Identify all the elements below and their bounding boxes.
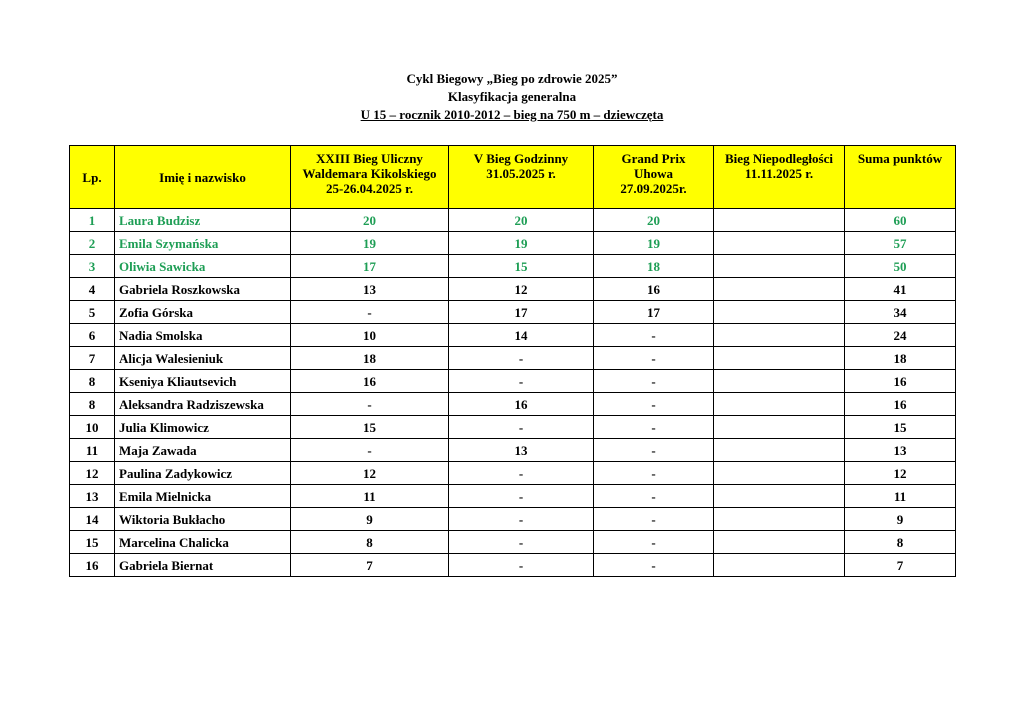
- table-row: [70, 485, 956, 508]
- table-row: [70, 393, 956, 416]
- cell-lp: 1: [70, 209, 115, 232]
- cell-lp: 5: [70, 301, 115, 324]
- cell-lp: 10: [70, 416, 115, 439]
- cell-name: Emila Mielnicka: [115, 485, 291, 508]
- cell-race-3: -: [594, 324, 714, 347]
- table-row: [70, 255, 956, 278]
- cell-lp: 12: [70, 462, 115, 485]
- cell-race-4: [714, 278, 845, 301]
- table-row: [70, 324, 956, 347]
- cell-race-3: -: [594, 485, 714, 508]
- cell-total: 16: [845, 393, 956, 416]
- cell-total: 7: [845, 554, 956, 577]
- cell-race-1: 18: [291, 347, 449, 370]
- cell-name: Maja Zawada: [115, 439, 291, 462]
- classification-title: Klasyfikacja generalna: [447, 89, 577, 104]
- col-name: Imię i nazwisko: [115, 146, 291, 209]
- cell-race-4: [714, 232, 845, 255]
- cell-name: Marcelina Chalicka: [115, 531, 291, 554]
- col-race-4: Bieg Niepodległości 11.11.2025 r.: [714, 146, 845, 209]
- cell-race-3: -: [594, 531, 714, 554]
- cell-race-1: 16: [291, 370, 449, 393]
- cell-race-3: -: [594, 554, 714, 577]
- table-row: [70, 416, 956, 439]
- cell-lp: 6: [70, 324, 115, 347]
- table-row: [70, 347, 956, 370]
- cell-race-4: [714, 301, 845, 324]
- table-header: [70, 146, 956, 209]
- table-row: [70, 439, 956, 462]
- cell-race-2: 15: [449, 255, 594, 278]
- cell-race-2: -: [449, 462, 594, 485]
- cell-lp: 13: [70, 485, 115, 508]
- cell-race-4: [714, 209, 845, 232]
- table-row: [70, 554, 956, 577]
- results-table: [69, 145, 956, 577]
- cell-race-2: 16: [449, 393, 594, 416]
- cell-total: 18: [845, 347, 956, 370]
- series-title: Cykl Biegowy „Bieg po zdrowie 2025”: [406, 71, 618, 86]
- cell-race-3: -: [594, 439, 714, 462]
- table-row: [70, 232, 956, 255]
- category-title: U 15 – rocznik 2010-2012 – bieg na 750 m – dziewczęta: [360, 107, 664, 122]
- cell-total: 60: [845, 209, 956, 232]
- cell-name: Emila Szymańska: [115, 232, 291, 255]
- table-body: [70, 209, 956, 577]
- cell-total: 9: [845, 508, 956, 531]
- cell-race-1: 17: [291, 255, 449, 278]
- cell-race-4: [714, 439, 845, 462]
- cell-lp: 7: [70, 347, 115, 370]
- cell-race-2: -: [449, 531, 594, 554]
- table-row: [70, 209, 956, 232]
- cell-race-2: 17: [449, 301, 594, 324]
- cell-total: 50: [845, 255, 956, 278]
- cell-total: 11: [845, 485, 956, 508]
- cell-total: 8: [845, 531, 956, 554]
- table-row: [70, 370, 956, 393]
- table-row: [70, 301, 956, 324]
- cell-race-4: [714, 255, 845, 278]
- cell-total: 13: [845, 439, 956, 462]
- cell-race-4: [714, 462, 845, 485]
- cell-race-3: 17: [594, 301, 714, 324]
- cell-total: 34: [845, 301, 956, 324]
- cell-total: 57: [845, 232, 956, 255]
- cell-lp: 8: [70, 370, 115, 393]
- table-row: [70, 462, 956, 485]
- cell-race-1: -: [291, 393, 449, 416]
- cell-race-2: -: [449, 370, 594, 393]
- cell-name: Alicja Walesieniuk: [115, 347, 291, 370]
- cell-name: Julia Klimowicz: [115, 416, 291, 439]
- cell-total: 41: [845, 278, 956, 301]
- cell-race-3: 19: [594, 232, 714, 255]
- cell-race-4: [714, 347, 845, 370]
- cell-lp: 15: [70, 531, 115, 554]
- cell-race-1: 13: [291, 278, 449, 301]
- cell-lp: 4: [70, 278, 115, 301]
- cell-race-3: 20: [594, 209, 714, 232]
- cell-race-4: [714, 393, 845, 416]
- cell-lp: 8: [70, 393, 115, 416]
- cell-total: 24: [845, 324, 956, 347]
- cell-race-1: 19: [291, 232, 449, 255]
- cell-total: 15: [845, 416, 956, 439]
- cell-name: Nadia Smolska: [115, 324, 291, 347]
- cell-race-1: 15: [291, 416, 449, 439]
- document-heading: [0, 70, 1024, 124]
- col-lp: Lp.: [70, 146, 115, 209]
- cell-race-3: -: [594, 462, 714, 485]
- cell-race-4: [714, 324, 845, 347]
- cell-name: Laura Budzisz: [115, 209, 291, 232]
- cell-race-3: 16: [594, 278, 714, 301]
- col-total: Suma punktów: [845, 146, 956, 209]
- cell-race-2: -: [449, 416, 594, 439]
- cell-race-4: [714, 416, 845, 439]
- cell-race-1: 11: [291, 485, 449, 508]
- cell-total: 12: [845, 462, 956, 485]
- cell-race-1: -: [291, 301, 449, 324]
- table-row: [70, 278, 956, 301]
- cell-race-4: [714, 531, 845, 554]
- cell-name: Gabriela Biernat: [115, 554, 291, 577]
- cell-name: Oliwia Sawicka: [115, 255, 291, 278]
- col-race-1: XXIII Bieg Uliczny Waldemara Kikolskiego 25-26.04.2025 r.: [291, 146, 449, 209]
- cell-race-1: -: [291, 439, 449, 462]
- cell-race-3: -: [594, 508, 714, 531]
- table-row: [70, 531, 956, 554]
- cell-race-1: 8: [291, 531, 449, 554]
- cell-name: Zofia Górska: [115, 301, 291, 324]
- cell-race-3: -: [594, 416, 714, 439]
- cell-race-4: [714, 554, 845, 577]
- table-row: [70, 508, 956, 531]
- cell-race-2: -: [449, 347, 594, 370]
- col-race-2: V Bieg Godzinny 31.05.2025 r.: [449, 146, 594, 209]
- cell-race-4: [714, 485, 845, 508]
- cell-lp: 14: [70, 508, 115, 531]
- cell-race-1: 9: [291, 508, 449, 531]
- cell-race-2: 12: [449, 278, 594, 301]
- cell-race-1: 12: [291, 462, 449, 485]
- cell-race-3: -: [594, 393, 714, 416]
- col-race-3: Grand Prix Uhowa 27.09.2025r.: [594, 146, 714, 209]
- cell-name: Kseniya Kliautsevich: [115, 370, 291, 393]
- cell-race-3: -: [594, 370, 714, 393]
- cell-race-2: -: [449, 554, 594, 577]
- cell-race-3: -: [594, 347, 714, 370]
- cell-race-2: -: [449, 485, 594, 508]
- cell-name: Wiktoria Bukłacho: [115, 508, 291, 531]
- cell-lp: 16: [70, 554, 115, 577]
- cell-race-1: 20: [291, 209, 449, 232]
- cell-race-2: 20: [449, 209, 594, 232]
- cell-race-2: 19: [449, 232, 594, 255]
- cell-name: Gabriela Roszkowska: [115, 278, 291, 301]
- cell-name: Aleksandra Radziszewska: [115, 393, 291, 416]
- cell-lp: 11: [70, 439, 115, 462]
- cell-race-4: [714, 370, 845, 393]
- cell-lp: 2: [70, 232, 115, 255]
- header-row: [70, 146, 956, 209]
- cell-race-2: 13: [449, 439, 594, 462]
- cell-race-1: 7: [291, 554, 449, 577]
- cell-total: 16: [845, 370, 956, 393]
- cell-race-2: 14: [449, 324, 594, 347]
- cell-race-3: 18: [594, 255, 714, 278]
- cell-lp: 3: [70, 255, 115, 278]
- cell-race-4: [714, 508, 845, 531]
- cell-race-1: 10: [291, 324, 449, 347]
- cell-race-2: -: [449, 508, 594, 531]
- cell-name: Paulina Zadykowicz: [115, 462, 291, 485]
